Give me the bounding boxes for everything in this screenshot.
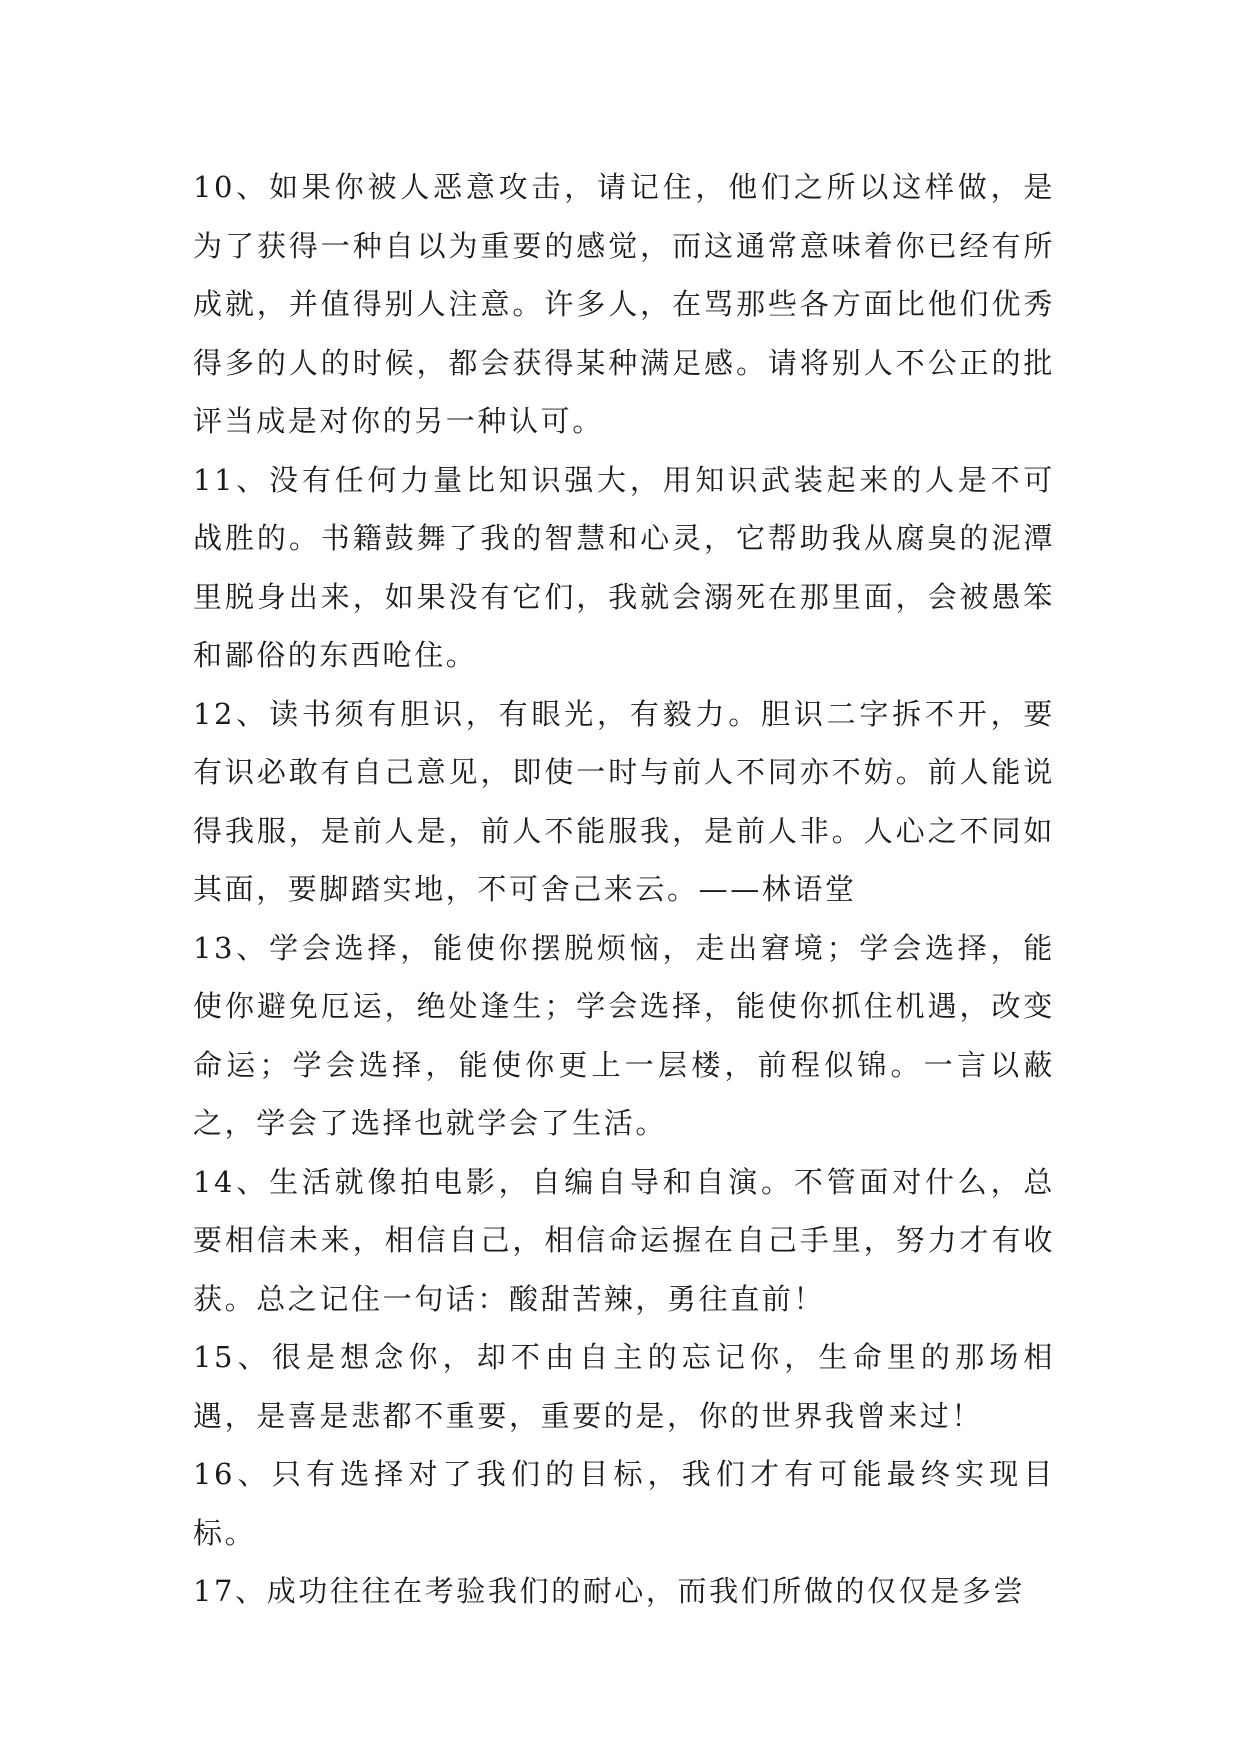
quote-paragraph-16: 16、只有选择对了我们的目标，我们才有可能最终实现目标。 xyxy=(193,1457,1055,1550)
quote-paragraph-10: 10、如果你被人恶意攻击，请记住，他们之所以这样做，是为了获得一种自以为重要的感觉，而这通常意味着你已经有所成就，并值得别人注意。许多人，在骂那些各方面比他们优秀得多的人的时候，都会获得某种满足感。请将别人不公正的批评当成是对你的另一种认可。 xyxy=(193,170,1055,438)
document-body xyxy=(193,158,1055,1621)
quote-paragraph-17: 17、成功往往在考验我们的耐心，而我们所做的仅仅是多尝 xyxy=(193,1574,1026,1608)
quote-paragraph-11: 11、没有任何力量比知识强大，用知识武装起来的人是不可战胜的。书籍鼓舞了我的智慧和心灵，它帮助我从腐臭的泥潭里脱身出来，如果没有它们，我就会溺死在那里面，会被愚笨和鄙俗的东西呛住。 xyxy=(193,462,1055,672)
quote-paragraph-15: 15、很是想念你，却不由自主的忘记你，生命里的那场相遇，是喜是悲都不重要，重要的是，你的世界我曾来过！ xyxy=(193,1340,1055,1433)
quote-paragraph-13: 13、学会选择，能使你摆脱烦恼，走出窘境；学会选择，能使你避免厄运，绝处逢生；学会选择，能使你抓住机遇，改变命运；学会选择，能使你更上一层楼，前程似锦。一言以蔽之，学会了选择也就学会了生活。 xyxy=(193,930,1055,1140)
quote-paragraph-12: 12、读书须有胆识，有眼光，有毅力。胆识二字拆不开，要有识必敢有自己意见，即使一时与前人不同亦不妨。前人能说得我服，是前人是，前人不能服我，是前人非。人心之不同如其面，要脚踏实地，不可舍己来云。——林语堂 xyxy=(193,696,1055,906)
quote-paragraph-14: 14、生活就像拍电影，自编自导和自演。不管面对什么，总要相信未来，相信自己，相信命运握在自己手里，努力才有收获。总之记住一句话：酸甜苦辣，勇往直前！ xyxy=(193,1164,1055,1316)
